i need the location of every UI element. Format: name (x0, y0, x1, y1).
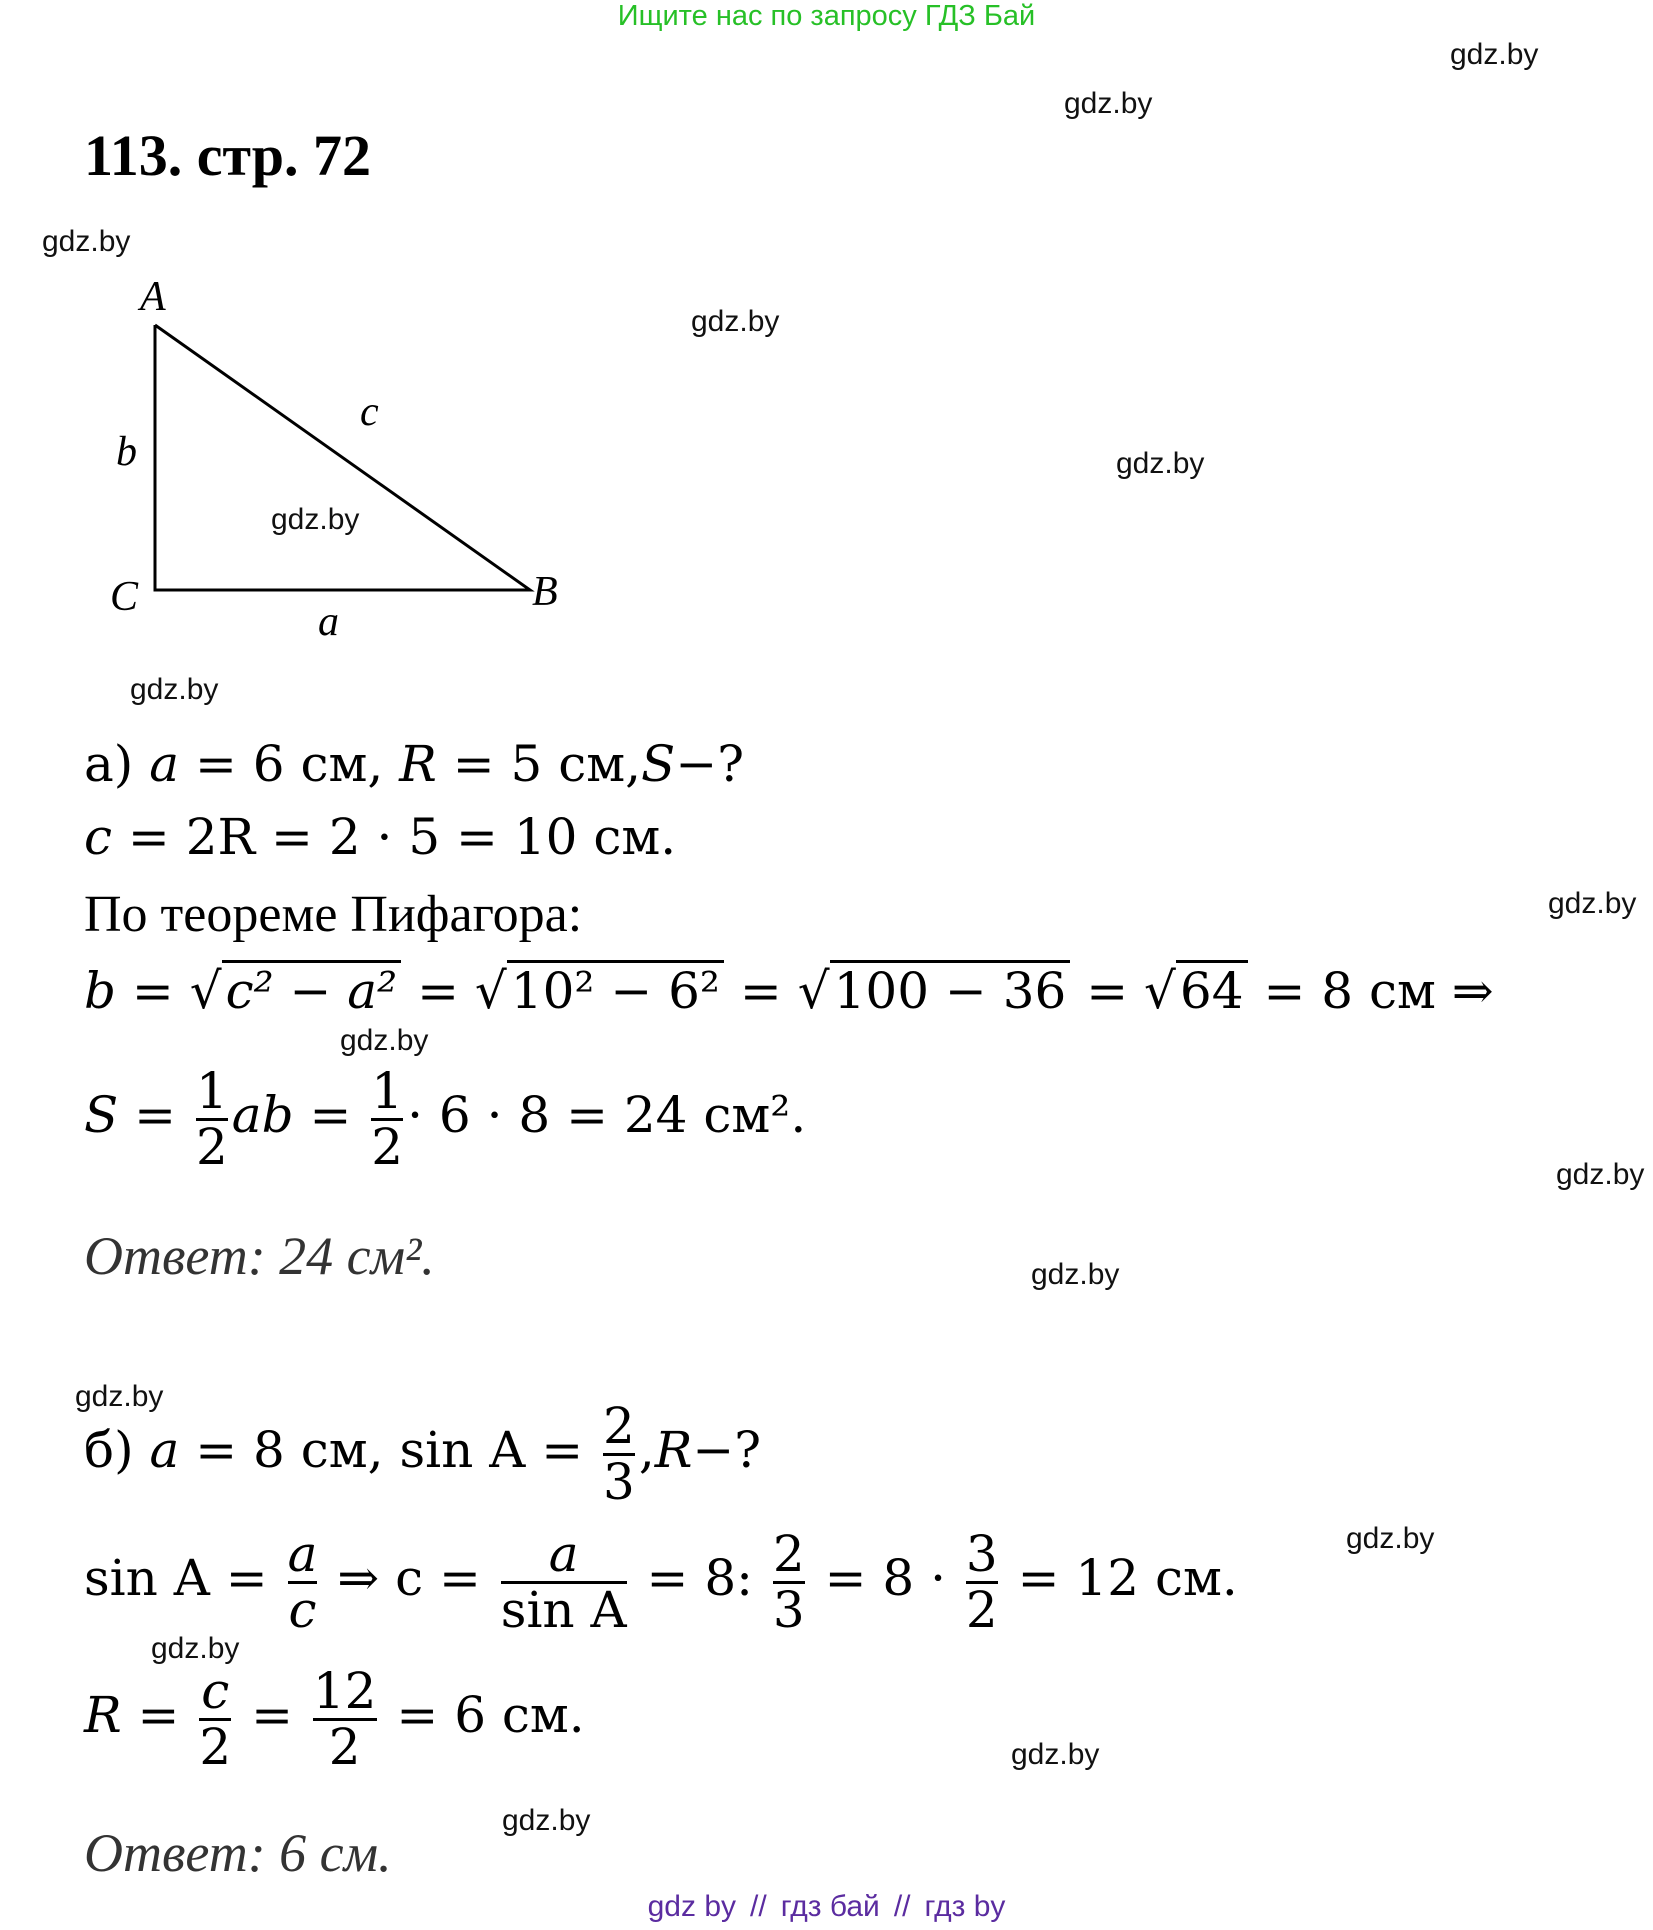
variable-a: a (149, 735, 180, 793)
part-b-given: б) a = 8 см, sin A = $\frac{2}{3}$ ,R−? (84, 1397, 762, 1511)
variable-a: a (149, 1421, 180, 1479)
value-r: 5 см, (510, 735, 642, 793)
r-line-tail: = 6 см. (396, 1686, 585, 1744)
equals: = (739, 962, 782, 1020)
right-triangle-diagram (100, 270, 600, 650)
sqrt-sign: √ (797, 962, 830, 1020)
fraction-half: $\frac{1}{2}$ (195, 1062, 228, 1176)
fraction-two-thirds: $\frac{2}{3}$ (772, 1525, 805, 1639)
sqrt-sign: √ (189, 962, 222, 1020)
watermark: gdz.by (271, 503, 360, 536)
part-b-label: б) (84, 1421, 134, 1479)
radicand-2: 10² − 6² (507, 960, 724, 1021)
part-a-given (84, 735, 744, 793)
b-line-tail: = 8 см ⇒ (1263, 962, 1494, 1020)
variable-c: c (84, 808, 113, 866)
page-title: 113. стр. 72 (84, 123, 371, 188)
watermark: gdz.by (1011, 1738, 1100, 1771)
sqrt-sign: √ (1144, 962, 1176, 1020)
value-a: 8 см, (253, 1421, 384, 1479)
implies-c: ⇒ c = (337, 1549, 481, 1607)
watermark: gdz.by (502, 1804, 591, 1837)
radicand-4: 64 (1176, 960, 1248, 1021)
sin-a-label: sin A = (399, 1421, 584, 1479)
equals: = (195, 1421, 238, 1479)
r-lhs: R = (84, 1686, 180, 1744)
watermark: gdz.by (340, 1024, 429, 1057)
unknown-mark: −? (675, 735, 745, 793)
radicand-3: 100 − 36 (830, 960, 1071, 1021)
variable-r: R (654, 1421, 693, 1479)
watermark: gdz.by (1346, 1522, 1435, 1555)
footer-separator: // (750, 1890, 767, 1923)
fraction-two-thirds: $\frac{2}{3}$ (603, 1397, 635, 1511)
eq-8-times: = 8 · (824, 1549, 947, 1607)
watermark: gdz.by (1450, 38, 1539, 71)
watermark: gdz.by (151, 1632, 240, 1665)
vertex-label-c: C (110, 574, 139, 620)
part-a-s-line (84, 1062, 807, 1176)
fraction-a-over-sin-a: $\frac{a}{\text{sin A}}$ (500, 1525, 627, 1639)
side-label-b: b (116, 429, 137, 475)
c-line-rhs: = 2R = 2 · 5 = 10 см. (127, 808, 677, 866)
footer-link-gdz-by-ru[interactable]: гдз by (924, 1890, 1006, 1923)
equals: = (417, 962, 459, 1020)
equals: = (1086, 962, 1129, 1020)
s-ab: ab = (231, 1086, 352, 1144)
fraction-half: $\frac{1}{2}$ (371, 1062, 404, 1176)
s-tail: · 6 · 8 = 24 см². (407, 1086, 807, 1144)
watermark: gdz.by (130, 673, 219, 706)
triangle-outline (155, 325, 530, 590)
footer-link-gdz-by[interactable]: gdz by (647, 1890, 737, 1923)
eq-8-div: = 8: (646, 1549, 753, 1607)
fraction-a-over-c: $\frac{a}{c}$ (287, 1525, 318, 1639)
radicand-1: c² − a² (222, 960, 402, 1021)
part-a-b-line (84, 960, 1494, 1021)
watermark: gdz.by (1064, 87, 1153, 120)
watermark: gdz.by (42, 225, 131, 258)
footer-link-gdz-bai[interactable]: гдз бай (780, 1890, 880, 1923)
side-label-a: a (318, 599, 339, 645)
watermark: gdz.by (1116, 447, 1205, 480)
watermark: gdz.by (75, 1380, 164, 1413)
side-label-c: c (360, 389, 379, 435)
equals: = (452, 735, 495, 793)
equals: = (251, 1686, 293, 1744)
watermark: gdz.by (1556, 1158, 1645, 1191)
vertex-label-b: B (532, 569, 558, 615)
sin-a-label: sin A = (84, 1549, 268, 1607)
part-b-r-line (84, 1662, 585, 1776)
fraction-12-over-2: $\frac{12}{2}$ (312, 1662, 377, 1776)
unknown-mark: −? (692, 1421, 762, 1479)
sin-line-tail: = 12 см. (1017, 1549, 1238, 1607)
footer-links (0, 1890, 1653, 1924)
footer-separator: // (893, 1890, 911, 1923)
variable-s: S (641, 735, 676, 793)
b-line-lhs: b = (84, 962, 174, 1020)
value-a: 6 см, (252, 735, 384, 793)
pythagoras-label: По теореме Пифагора: (84, 886, 583, 943)
watermark: gdz.by (691, 305, 780, 338)
part-a-c-line (84, 808, 676, 866)
watermark: gdz.by (1031, 1258, 1120, 1291)
fraction-three-halves: $\frac{3}{2}$ (965, 1525, 998, 1639)
fraction-c-over-2: $\frac{c}{2}$ (199, 1662, 232, 1776)
answer-b: Ответ: 6 см. (84, 1823, 392, 1883)
equals: = (194, 735, 237, 793)
watermark: gdz.by (1548, 887, 1637, 920)
variable-r: R (399, 735, 437, 793)
s-lhs: S = (84, 1086, 177, 1144)
part-a-label: а) (84, 735, 134, 793)
answer-a: Ответ: 24 см². (84, 1226, 435, 1286)
vertex-label-a: A (140, 274, 166, 320)
top-banner: Ищите нас по запросу ГДЗ Бай (617, 0, 1036, 32)
sqrt-sign: √ (474, 962, 507, 1020)
part-b-sin-line (84, 1525, 1238, 1639)
